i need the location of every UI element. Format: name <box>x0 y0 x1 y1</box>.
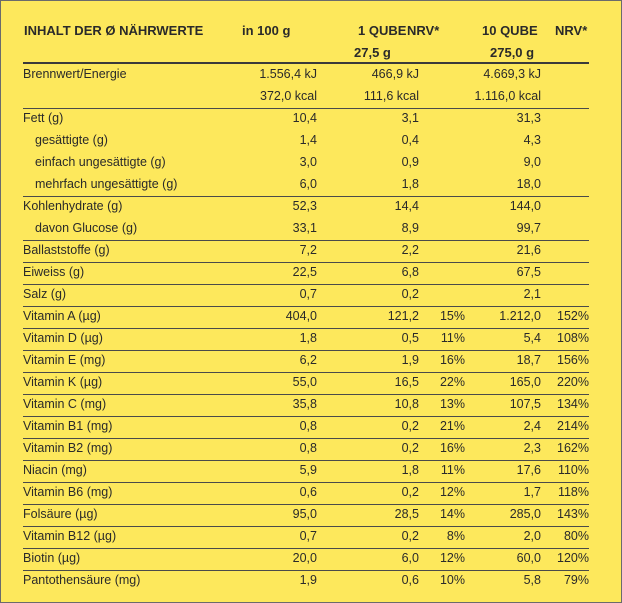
nutrient-name: Folsäure (µg) <box>23 507 98 521</box>
value-per-100g: 33,1 <box>292 221 317 235</box>
nrv-per-10-qube: 120% <box>557 551 589 565</box>
value-per-10-qube: 2,4 <box>523 419 541 433</box>
value-per-100g: 5,9 <box>299 463 317 477</box>
value-per-10-qube: 67,5 <box>516 265 541 279</box>
value-per-100g: 0,7 <box>299 529 317 543</box>
nrv-per-1-qube: 16% <box>439 441 465 455</box>
value-per-10-qube: 9,0 <box>523 155 541 169</box>
value-per-100g: 20,0 <box>292 551 317 565</box>
value-per-10-qube: 18,7 <box>516 353 541 367</box>
nrv-per-1-qube: 8% <box>446 529 465 543</box>
value-per-10-qube: 5,8 <box>523 573 541 587</box>
nrv-per-1-qube: 14% <box>439 507 465 521</box>
value-per-100g: 22,5 <box>292 265 317 279</box>
value-per-100g: 7,2 <box>299 243 317 257</box>
nutrient-name: Vitamin B2 (mg) <box>23 441 113 455</box>
value-per-1-qube: 6,0 <box>401 551 419 565</box>
value-per-1-qube: 8,9 <box>401 221 419 235</box>
table-row <box>23 372 589 394</box>
nrv-per-10-qube: 110% <box>557 463 589 477</box>
nrv-per-1-qube: 12% <box>439 485 465 499</box>
value-per-10-qube: 21,6 <box>516 243 541 257</box>
value-per-1-qube: 16,5 <box>394 375 419 389</box>
nutrient-name: Vitamin C (mg) <box>23 397 107 411</box>
value-per-100g: 0,8 <box>299 419 317 433</box>
nrv-per-1-qube: 11% <box>440 331 465 345</box>
value-per-100g: 0,8 <box>299 441 317 455</box>
table-row <box>23 548 589 570</box>
value-per-1-qube: 0,9 <box>401 155 419 169</box>
table-row <box>23 570 589 592</box>
header-nrv1: NRV* <box>407 23 440 38</box>
nutrient-name: Brennwert/Energie <box>23 67 127 81</box>
nrv-per-1-qube: 11% <box>440 463 465 477</box>
nutrient-name: einfach ungesättigte (g) <box>35 155 166 169</box>
value-per-1-qube: 0,6 <box>401 573 419 587</box>
value-per-100g: 55,0 <box>292 375 317 389</box>
value-per-1-qube: 0,5 <box>401 331 419 345</box>
value-per-10-qube: 17,6 <box>516 463 541 477</box>
table-row <box>23 174 589 196</box>
header-1qube-weight: 27,5 g <box>354 45 391 60</box>
value-per-10-qube: 1,7 <box>523 485 541 499</box>
value-per-10-qube: 31,3 <box>516 111 541 125</box>
value-per-1-qube: 1,9 <box>401 353 419 367</box>
header-1qube: 1 QUBE <box>358 23 407 38</box>
nutrient-name: davon Glucose (g) <box>35 221 138 235</box>
nrv-per-10-qube: 118% <box>557 485 589 499</box>
nutrient-name: Vitamin A (µg) <box>23 309 101 323</box>
nutrient-name: Vitamin B6 (mg) <box>23 485 113 499</box>
value-per-100g: 52,3 <box>292 199 317 213</box>
nutrient-name: Vitamin D (µg) <box>23 331 103 345</box>
table-row <box>23 504 589 526</box>
value-per-10-qube: 60,0 <box>516 551 541 565</box>
value-per-10-qube: 1.116,0 kcal <box>474 89 541 103</box>
value-per-100g: 10,4 <box>292 111 317 125</box>
value-per-1-qube: 10,8 <box>394 397 419 411</box>
nutrient-name: Pantothensäure (mg) <box>23 573 141 587</box>
value-per-100g: 6,2 <box>299 353 317 367</box>
header-10qube-weight: 275,0 g <box>490 45 535 60</box>
value-per-10-qube: 2,0 <box>523 529 541 543</box>
nutrient-name: Kohlenhydrate (g) <box>23 199 123 213</box>
nrv-per-10-qube: 220% <box>557 375 589 389</box>
nutrient-name: Vitamin K (µg) <box>23 375 103 389</box>
table-row <box>23 526 589 548</box>
nrv-per-10-qube: 143% <box>557 507 589 521</box>
value-per-1-qube: 0,2 <box>401 529 419 543</box>
table-row <box>23 438 589 460</box>
value-per-100g: 6,0 <box>299 177 317 191</box>
value-per-10-qube: 144,0 <box>509 199 541 213</box>
value-per-10-qube: 5,4 <box>523 331 541 345</box>
nrv-per-10-qube: 162% <box>557 441 589 455</box>
nrv-per-1-qube: 22% <box>439 375 465 389</box>
nutrient-name: Ballaststoffe (g) <box>23 243 110 257</box>
value-per-10-qube: 18,0 <box>516 177 541 191</box>
value-per-100g: 35,8 <box>292 397 317 411</box>
table-row <box>23 460 589 482</box>
table-row <box>23 64 589 86</box>
value-per-10-qube: 4.669,3 kJ <box>483 67 541 81</box>
value-per-1-qube: 1,8 <box>401 463 419 477</box>
nrv-per-10-qube: 134% <box>557 397 589 411</box>
table-row <box>23 306 589 328</box>
value-per-10-qube: 285,0 <box>509 507 541 521</box>
table-row <box>23 328 589 350</box>
value-per-100g: 0,7 <box>299 287 317 301</box>
value-per-10-qube: 165,0 <box>509 375 541 389</box>
table-row <box>23 86 589 108</box>
value-per-100g: 1.556,4 kJ <box>259 67 317 81</box>
table-row <box>23 394 589 416</box>
nrv-per-1-qube: 10% <box>439 573 465 587</box>
value-per-1-qube: 0,2 <box>401 485 419 499</box>
nrv-per-1-qube: 13% <box>439 397 465 411</box>
table-row <box>23 108 589 130</box>
nutrient-name: Fett (g) <box>23 111 64 125</box>
value-per-10-qube: 107,5 <box>509 397 541 411</box>
nrv-per-10-qube: 156% <box>557 353 589 367</box>
nutrient-name: Vitamin E (mg) <box>23 353 106 367</box>
nrv-per-10-qube: 152% <box>557 309 589 323</box>
value-per-10-qube: 4,3 <box>523 133 541 147</box>
header-nrv10: NRV* <box>555 23 588 38</box>
value-per-1-qube: 0,2 <box>401 287 419 301</box>
nutrient-name: gesättigte (g) <box>35 133 108 147</box>
value-per-1-qube: 0,4 <box>401 133 419 147</box>
value-per-100g: 0,6 <box>299 485 317 499</box>
value-per-100g: 372,0 kcal <box>260 89 317 103</box>
value-per-1-qube: 3,1 <box>401 111 419 125</box>
value-per-100g: 1,8 <box>299 331 317 345</box>
nutrient-name: Vitamin B1 (mg) <box>23 419 113 433</box>
table-row <box>23 482 589 504</box>
nutrient-name: Biotin (µg) <box>23 551 81 565</box>
nrv-per-1-qube: 15% <box>439 309 465 323</box>
value-per-1-qube: 0,2 <box>401 419 419 433</box>
value-per-10-qube: 1.212,0 <box>499 309 541 323</box>
value-per-1-qube: 2,2 <box>401 243 419 257</box>
nrv-per-1-qube: 12% <box>439 551 465 565</box>
nutrient-name: Vitamin B12 (µg) <box>23 529 117 543</box>
nutrient-name: Eiweiss (g) <box>23 265 85 279</box>
value-per-10-qube: 99,7 <box>516 221 541 235</box>
table-row <box>23 196 589 218</box>
value-per-100g: 1,9 <box>299 573 317 587</box>
table-row <box>23 240 589 262</box>
value-per-100g: 404,0 <box>285 309 317 323</box>
value-per-1-qube: 111,6 kcal <box>363 89 419 103</box>
value-per-1-qube: 0,2 <box>401 441 419 455</box>
value-per-10-qube: 2,1 <box>523 287 541 301</box>
nrv-per-1-qube: 21% <box>439 419 465 433</box>
value-per-1-qube: 28,5 <box>394 507 419 521</box>
nutrient-name: Salz (g) <box>23 287 67 301</box>
table-row <box>23 350 589 372</box>
value-per-1-qube: 6,8 <box>401 265 419 279</box>
value-per-100g: 1,4 <box>299 133 317 147</box>
table-row <box>23 416 589 438</box>
header-10qube: 10 QUBE <box>482 23 538 38</box>
value-per-1-qube: 466,9 kJ <box>371 67 419 81</box>
value-per-100g: 95,0 <box>292 507 317 521</box>
table-row <box>23 284 589 306</box>
value-per-1-qube: 1,8 <box>401 177 419 191</box>
header-name: INHALT DER Ø NÄHRWERTE <box>24 23 204 38</box>
nrv-per-10-qube: 214% <box>557 419 589 433</box>
nrv-per-10-qube: 108% <box>557 331 589 345</box>
value-per-1-qube: 121,2 <box>387 309 419 323</box>
table-row <box>23 218 589 240</box>
value-per-1-qube: 14,4 <box>394 199 419 213</box>
nrv-per-10-qube: 79% <box>563 573 589 587</box>
table-row <box>23 130 589 152</box>
value-per-10-qube: 2,3 <box>523 441 541 455</box>
nrv-per-10-qube: 80% <box>563 529 589 543</box>
header-100g: in 100 g <box>242 23 291 38</box>
table-row <box>23 152 589 174</box>
nutrient-name: Niacin (mg) <box>23 463 87 477</box>
nrv-per-1-qube: 16% <box>439 353 465 367</box>
nutrient-name: mehrfach ungesättigte (g) <box>35 177 178 191</box>
table-row <box>23 262 589 284</box>
value-per-100g: 3,0 <box>299 155 317 169</box>
